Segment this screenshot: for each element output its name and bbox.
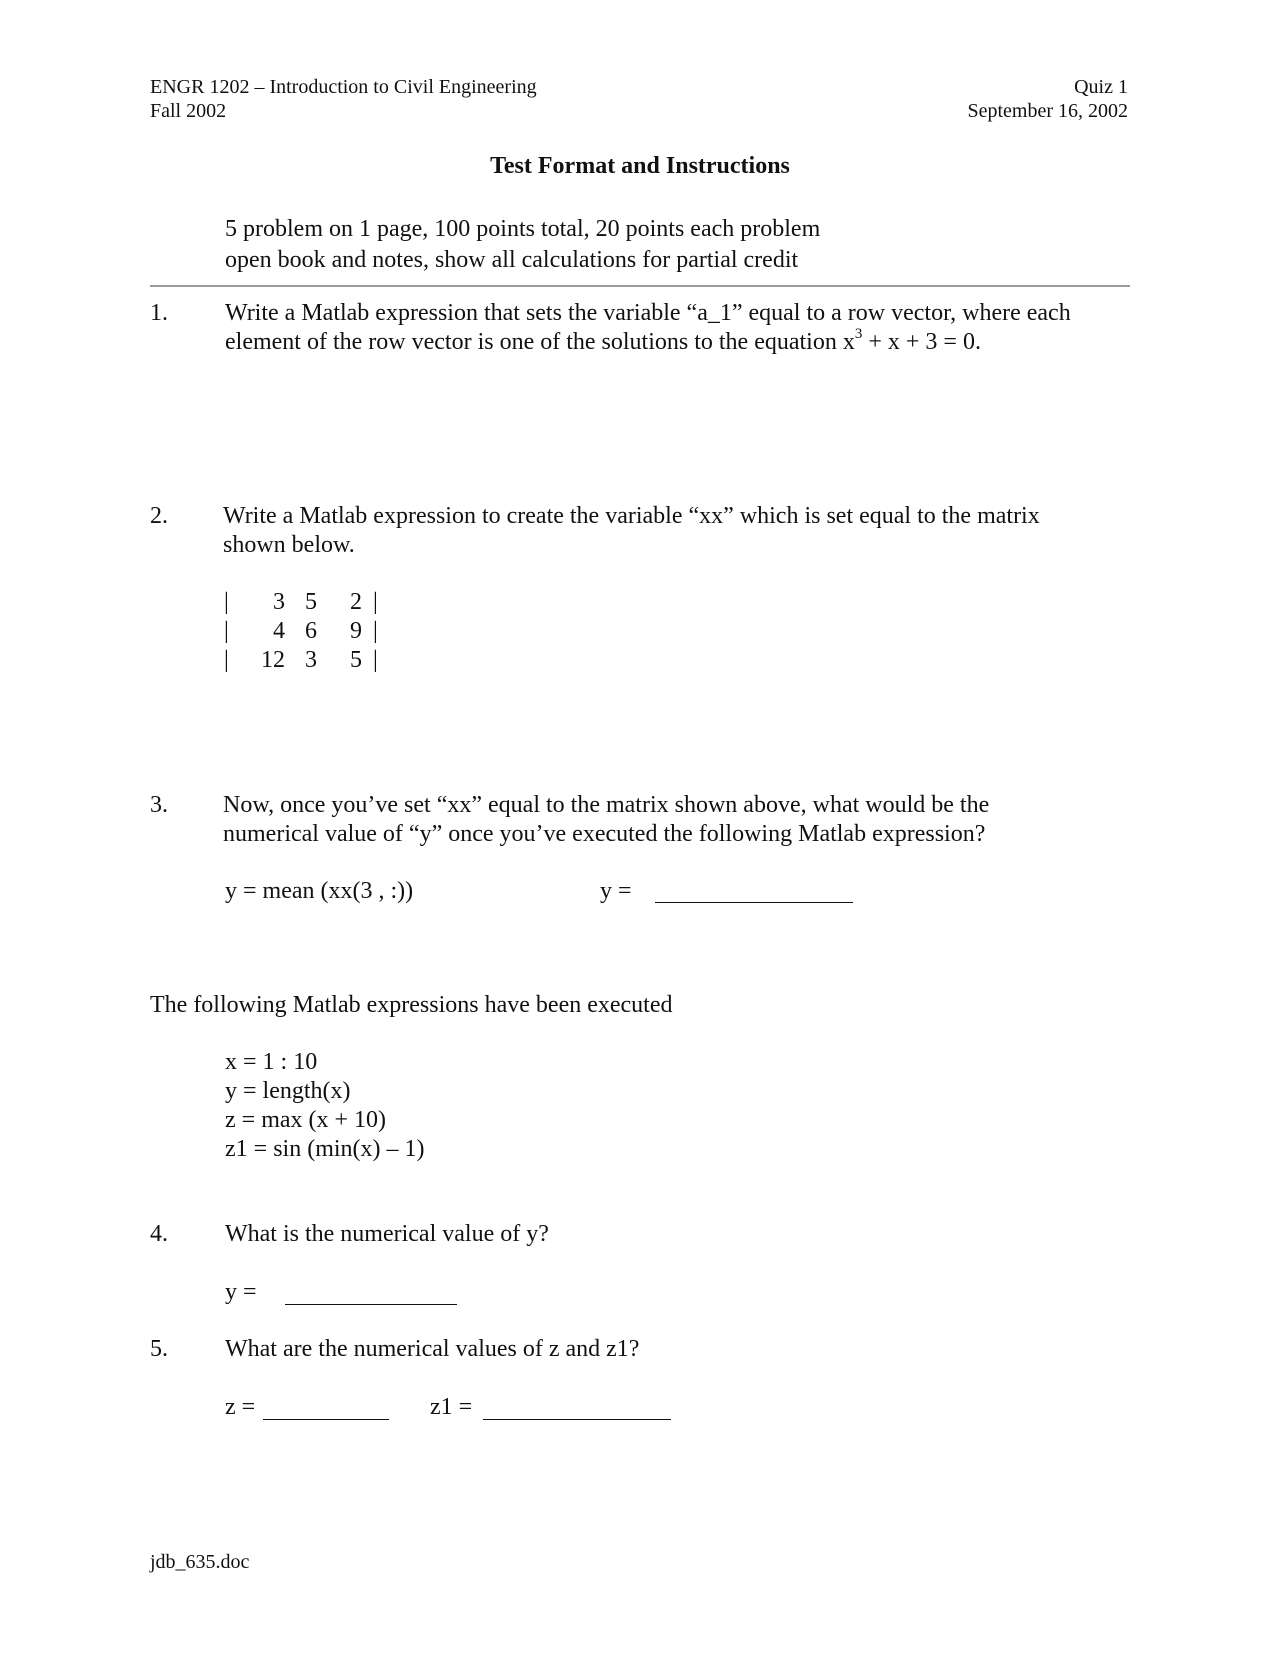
code-line: z1 = sin (min(x) – 1) bbox=[225, 1136, 425, 1162]
matrix-cell: 4 bbox=[273, 618, 285, 644]
code-line: y = length(x) bbox=[225, 1078, 351, 1104]
matrix-cell: 3 bbox=[273, 589, 285, 615]
matrix-bracket-right: | bbox=[373, 589, 378, 615]
matrix-cell: 2 bbox=[350, 589, 362, 615]
q5-text: What are the numerical values of z and z1? bbox=[225, 1336, 640, 1362]
matrix-bracket-left: | bbox=[224, 589, 229, 615]
matrix-cell: 3 bbox=[305, 647, 317, 673]
matrix-cell: 12 bbox=[261, 647, 285, 673]
q1-number: 1. bbox=[150, 300, 168, 326]
matrix-bracket-left: | bbox=[224, 618, 229, 644]
q2-line-1: Write a Matlab expression to create the variable “xx” which is set equal to the matrix bbox=[223, 503, 1040, 529]
q3-answer-blank[interactable] bbox=[655, 880, 853, 903]
q5-number: 5. bbox=[150, 1336, 168, 1362]
q3-line-1: Now, once you’ve set “xx” equal to the matrix shown above, what would be the bbox=[223, 792, 990, 818]
instruction-line-1: 5 problem on 1 page, 100 points total, 20 points each problem bbox=[225, 216, 821, 242]
term: Fall 2002 bbox=[150, 100, 227, 122]
instruction-line-2: open book and notes, show all calculations for partial credit bbox=[225, 247, 799, 273]
q5-z-label: z = bbox=[225, 1394, 256, 1420]
matrix-bracket-right: | bbox=[373, 618, 378, 644]
q1-exponent: 3 bbox=[854, 326, 863, 342]
divider bbox=[150, 285, 1130, 287]
q4-text: What is the numerical value of y? bbox=[225, 1221, 549, 1247]
q3-answer-label: y = bbox=[600, 878, 632, 904]
q3-number: 3. bbox=[150, 792, 168, 818]
matrix-cell: 5 bbox=[350, 647, 362, 673]
matrix-cell: 5 bbox=[305, 589, 317, 615]
matrix-bracket-left: | bbox=[224, 647, 229, 673]
code-line: z = max (x + 10) bbox=[225, 1107, 387, 1133]
code-line: x = 1 : 10 bbox=[225, 1049, 318, 1075]
footer-filename: jdb_635.doc bbox=[150, 1551, 250, 1573]
quiz-label: Quiz 1 bbox=[1074, 76, 1128, 98]
q2-number: 2. bbox=[150, 503, 168, 529]
q1-line-1: Write a Matlab expression that sets the variable “a_1” equal to a row vector, where each bbox=[225, 300, 1071, 326]
course-title: ENGR 1202 – Introduction to Civil Engineering bbox=[150, 76, 537, 98]
matrix-bracket-right: | bbox=[373, 647, 378, 673]
q1-line-2: element of the row vector is one of the solutions to the equation $x^3 + x + 3 = 0$. bbox=[225, 326, 981, 355]
matrix-cell: 6 bbox=[305, 618, 317, 644]
q4-answer-label: y = bbox=[225, 1279, 257, 1305]
q5-z1-label: z1 = bbox=[430, 1394, 473, 1420]
q3-line-2: numerical value of “y” once you’ve executed the following Matlab expression? bbox=[223, 821, 986, 847]
quiz-date: September 16, 2002 bbox=[967, 100, 1128, 122]
page-title: Test Format and Instructions bbox=[490, 153, 790, 179]
q3-expression: y = mean (xx(3 , :)) bbox=[225, 878, 414, 904]
q5-z1-answer-blank[interactable] bbox=[483, 1397, 671, 1420]
matrix-cell: 9 bbox=[350, 618, 362, 644]
q2-line-2: shown below. bbox=[223, 532, 355, 558]
q4-answer-blank[interactable] bbox=[285, 1282, 457, 1305]
q4-number: 4. bbox=[150, 1221, 168, 1247]
q5-z-answer-blank[interactable] bbox=[263, 1397, 389, 1420]
code-intro: The following Matlab expressions have been executed bbox=[150, 992, 673, 1018]
